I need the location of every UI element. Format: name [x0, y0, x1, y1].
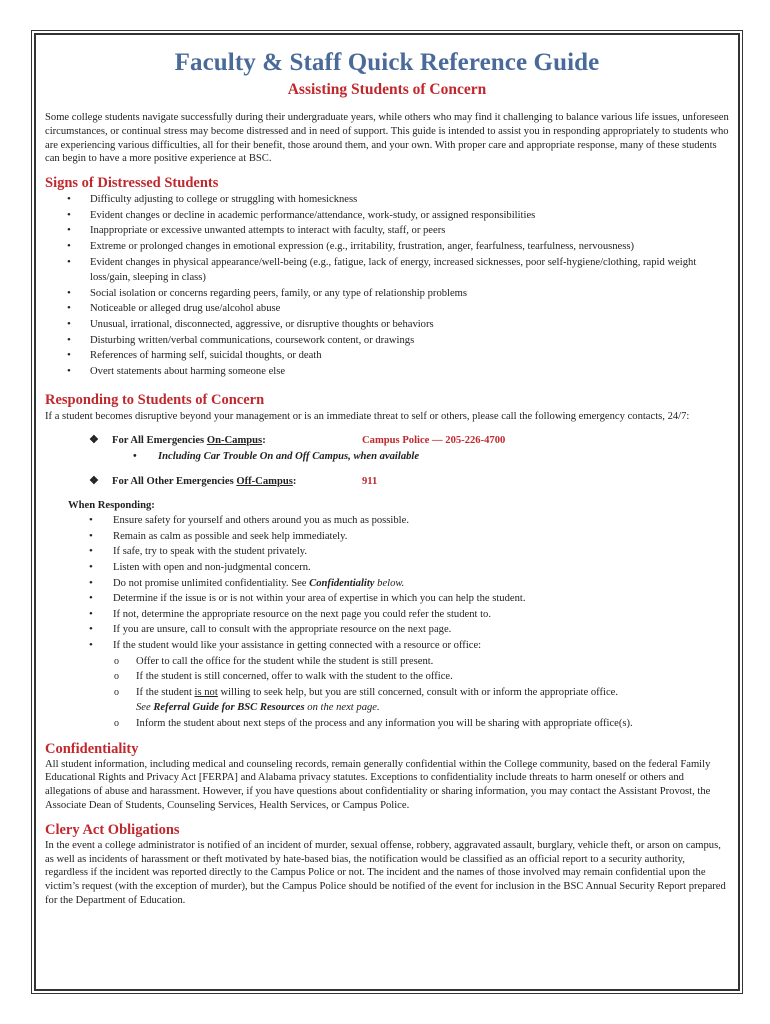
diamond-bullet-icon: ❖ — [89, 433, 99, 446]
intro-paragraph: Some college students navigate successfully during their undergraduate years, while others who may find it challenging to balance various life issues, unforeseen circumstances, or continual stress may become distressed and in need of support. This guide is intended to assist you in responding appropriately to students who are experiencing various difficulties, all for their benefit, those around them, and your own. With proper care and appropriate response, many of these students can begin to have a more positive experience at BSC. — [45, 112, 729, 165]
off-campus-emergency — [45, 474, 729, 490]
responding-steps-list — [45, 513, 729, 731]
confidentiality-step-suffix: below. — [374, 577, 405, 589]
when-responding-label: When Responding: — [68, 499, 155, 511]
sub-list-item — [113, 685, 729, 716]
list-item: • Disturbing written/verbal communications, coursework content, or drawings — [45, 333, 729, 349]
not-willing-prefix: If the student — [136, 686, 195, 698]
list-item: • Overt statements about harming someone else — [45, 364, 729, 380]
list-item: • Ensure safety for yourself and others around you as much as possible. — [45, 513, 729, 529]
list-item: • Remain as calm as possible and seek help immediately. — [45, 529, 729, 545]
clery-heading: Clery Act Obligations — [45, 821, 180, 838]
on-campus-emergency — [45, 433, 729, 449]
list-item: • Unusual, irrational, disconnected, aggressive, or disruptive thoughts or behaviors — [45, 317, 729, 333]
assist-step-text: If the student would like your assistance in getting connected with a resource or office: — [113, 640, 482, 652]
confidentiality-heading: Confidentiality — [45, 740, 139, 757]
not-willing-suffix: willing to seek help, but you are still concerned, consult with or inform the appropriate office. — [217, 686, 619, 698]
list-item: • If you are unsure, call to consult with the appropriate resource on the next page. — [45, 622, 729, 638]
off-campus-label: Off-Campus — [236, 476, 293, 488]
list-item: • Evident changes or decline in academic performance/attendance, work-study, or assigned responsibilities — [45, 208, 729, 224]
document-content — [45, 48, 729, 908]
page-subtitle: Assisting Students of Concern — [287, 81, 487, 98]
list-item: • Listen with open and non-judgmental concern. — [45, 560, 729, 576]
not-willing-underlined: is not — [194, 686, 218, 698]
page-title: Faculty & Staff Quick Reference Guide — [174, 49, 600, 76]
confidentiality-reference: Confidentiality — [309, 577, 375, 589]
responding-intro: If a student becomes disruptive beyond your management or is an immediate threat to self or others, please call the following emergency contacts, 24/7: — [45, 411, 690, 423]
confidentiality-paragraph: All student information, including medical and counseling records, remain generally confidential within the College community, based on the federal Family Educational Rights and Privacy Act [FERPA] and Alabama privacy statutes. Exceptions to confidentiality include threats to harm oneself or others and allegations of abuse and harassment. However, if you have questions about confidentiality or sharing information, you may contact the Assistant Provost, the Associate Dean of Students, Counseling Services, Health Services, or Campus Police. — [45, 758, 711, 811]
on-campus-label: On-Campus — [206, 434, 263, 446]
list-item: • Evident changes in physical appearance/well-being (e.g., fatigue, lack of energy, increased sicknesses, poor self-hygiene/clothing, rapid weight loss/gain, sleeping in class) — [45, 255, 729, 286]
diamond-bullet-icon: ❖ — [89, 475, 99, 488]
list-item: • Difficulty adjusting to college or struggling with homesickness — [45, 192, 729, 208]
assist-sub-list — [113, 654, 729, 732]
list-item — [45, 576, 729, 592]
sub-list-item: o Inform the student about next steps of the process and any information you will be sharing with appropriate office(s). — [113, 716, 729, 732]
sub-list-item: o Offer to call the office for the student while the student is still present. — [113, 654, 729, 670]
list-item: • Determine if the issue is or is not within your area of expertise in which you can help the student. — [45, 591, 729, 607]
car-trouble-note: • Including Car Trouble On and Off Campus, when available — [45, 449, 729, 465]
signs-list — [45, 192, 729, 379]
list-item — [45, 638, 729, 732]
referral-guide-reference: Referral Guide for BSC Resources — [153, 702, 305, 714]
emergency-phone-911: 911 — [362, 476, 378, 488]
signs-heading: Signs of Distressed Students — [45, 175, 219, 192]
list-item: • Social isolation or concerns regarding peers, family, or any type of relationship problems — [45, 286, 729, 302]
responding-heading: Responding to Students of Concern — [45, 392, 265, 409]
on-campus-label-prefix: For All Emergencies — [112, 434, 207, 446]
see-referral-prefix: See — [136, 702, 154, 714]
list-item: • Inappropriate or excessive unwanted attempts to interact with faculty, staff, or peers — [45, 223, 729, 239]
list-item: • If safe, try to speak with the student privately. — [45, 544, 729, 560]
off-campus-label-prefix: For All Other Emergencies — [112, 476, 237, 488]
list-item: • If not, determine the appropriate resource on the next page you could refer the student to. — [45, 607, 729, 623]
clery-paragraph: In the event a college administrator is notified of an incident of murder, sexual offense, robbery, aggravated assault, burglary, vehicle theft, or arson on campus, as well as incidents of harassment or theft motivated by hate-based bias, the notification would be classified as an official report to a security authority, regardless if the incident was reported directly to the Campus Police or not. The incident and the names of those involved may remain confidential upon the victim’s request (with the exception of murder), but the Campus Police should be notified of the event for inclusion in the BSC Annual Security Report prepared for the Department of Education. — [45, 839, 726, 906]
on-campus-label-suffix: : — [262, 434, 266, 446]
campus-police-phone: Campus Police — 205-226-4700 — [362, 434, 506, 446]
list-item: • Extreme or prolonged changes in emotional expression (e.g., irritability, frustration, anger, fearfulness, tearfulness, nervousness) — [45, 239, 729, 255]
confidentiality-step-text: Do not promise unlimited confidentiality. See — [113, 577, 310, 589]
sub-list-item: o If the student is still concerned, offer to walk with the student to the office. — [113, 669, 729, 685]
see-referral-suffix: on the next page. — [304, 702, 380, 714]
off-campus-label-suffix: : — [292, 476, 297, 488]
list-item: • Noticeable or alleged drug use/alcohol abuse — [45, 301, 729, 317]
list-item: • References of harming self, suicidal thoughts, or death — [45, 348, 729, 364]
